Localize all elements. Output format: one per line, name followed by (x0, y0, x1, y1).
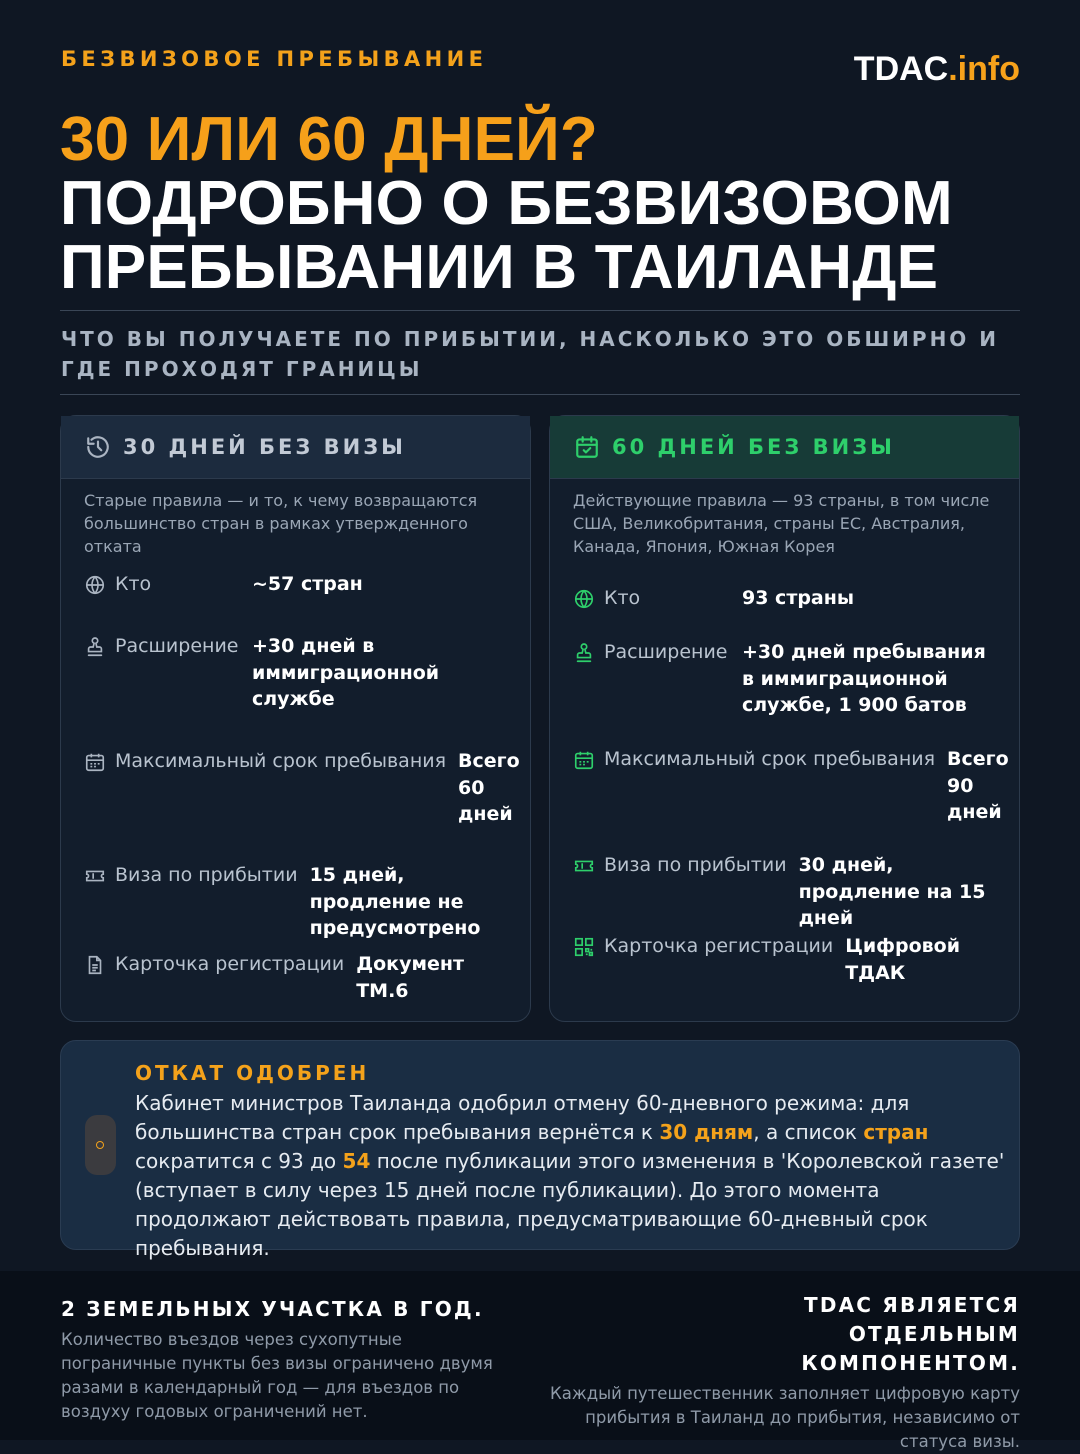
card-header (550, 416, 1019, 479)
row-label: Кто (604, 587, 641, 609)
card-title: 60 ДНЕЙ БЕЗ ВИЗЫ (612, 435, 895, 459)
footer-right-title: TDAC ЯВЛЯЕТСЯ ОТДЕЛЬНЫМ КОМПОНЕНТОМ. (801, 1293, 1020, 1375)
row-who (84, 571, 518, 598)
row-value: 93 страны (742, 587, 855, 609)
row-label: Карточка регистрации (115, 953, 345, 975)
row-value: Всего 90 дней (947, 748, 1009, 823)
row-visa-on-arrival (573, 852, 1007, 932)
footer-left-text: Количество въездов через сухопутные пограничные пункты без визы ограничено двумя разами в календарный год — для въездов по воздуху годовых ограничений нет. (61, 1330, 493, 1421)
row-label: Расширение (115, 635, 239, 657)
footer-tdac (540, 1291, 1020, 1454)
title-line-2: ПОДРОБНО О БЕЗВИЗОВОМ ПРЕБЫВАНИИ В ТАИЛАНДЕ (60, 169, 953, 302)
row-value: Документ TM.6 (356, 953, 465, 1002)
row-value: Всего 60 дней (458, 750, 520, 825)
qr-code-icon (573, 936, 595, 958)
logo[interactable] (854, 50, 1020, 89)
eyebrow: БЕЗВИЗОВОЕ ПРЕБЫВАНИЕ (61, 47, 488, 71)
row-value: 15 дней, продление не предусмотрено (309, 864, 481, 939)
row-registration-card (573, 933, 1007, 986)
row-extension (84, 633, 518, 713)
row-label: Виза по прибытии (115, 864, 298, 886)
footer-land-crossings (61, 1295, 521, 1424)
row-extension (573, 639, 1007, 719)
row-label: Кто (115, 573, 152, 595)
ticket-icon (573, 855, 595, 877)
row-label: Максимальный срок пребывания (604, 748, 936, 770)
card-description: Действующие правила — 93 страны, в том числе США, Великобритания, страны ЕС, Австралия, Канада, Япония, Южная Корея (573, 491, 990, 556)
notice-title: ОТКАТ ОДОБРЕН (135, 1061, 370, 1085)
card-header (61, 416, 530, 479)
logo-accent: .info (948, 50, 1020, 88)
card-title: 30 ДНЕЙ БЕЗ ВИЗЫ (123, 435, 406, 459)
footer (0, 1271, 1080, 1451)
row-value: ~57 стран (252, 573, 363, 595)
ticket-icon (84, 865, 106, 887)
alert-icon (85, 1115, 116, 1175)
calendar-icon (84, 751, 106, 773)
row-value: +30 дней в иммиграционной службе (252, 635, 440, 710)
stamp-icon (573, 642, 595, 664)
divider (60, 310, 1020, 311)
notice-text: Кабинет министров Таиланда одобрил отмену 60-дневного режима: для большинства стран срок пребывания вернётся к 30 дням, а список стран сократится с 93 до 54 после публикации этого изменения в 'Королевской газете' (вступает в силу через 15 дней после публикации). До этого момента продолжают действовать правила, предусматривающие 60-дневный срок пребывания. (135, 1091, 1005, 1260)
row-label: Расширение (604, 641, 728, 663)
title-line-1: 30 ИЛИ 60 ДНЕЙ? (60, 105, 598, 174)
row-max-stay (84, 748, 518, 828)
row-value: +30 дней пребывания в иммиграционной службе, 1 900 батов (742, 641, 986, 716)
page-title (60, 105, 1020, 302)
footer-left-title: 2 ЗЕМЕЛЬНЫХ УЧАСТКА В ГОД. (61, 1297, 484, 1321)
card-60-days (549, 415, 1020, 1022)
row-registration-card (84, 951, 518, 1004)
footer-right-text: Каждый путешественник заполняет цифровую карту прибытия в Таиланд до прибытия, независимо от статуса визы. (550, 1384, 1020, 1451)
row-label: Максимальный срок пребывания (115, 750, 447, 772)
row-label: Карточка регистрации (604, 935, 834, 957)
card-30-days (60, 415, 531, 1022)
row-max-stay (573, 746, 1007, 826)
globe-icon (573, 588, 595, 610)
rollback-notice (60, 1040, 1020, 1260)
subtitle: ЧТО ВЫ ПОЛУЧАЕТЕ ПО ПРИБЫТИИ, НАСКОЛЬКО ЭТО ОБШИРНО И ГДЕ ПРОХОДЯТ ГРАНИЦЫ (61, 327, 1000, 381)
divider (60, 394, 1020, 395)
globe-icon (84, 574, 106, 596)
calendar-icon (573, 749, 595, 771)
calendar-check-icon (574, 434, 600, 460)
document-icon (84, 954, 106, 976)
row-value: Цифровой ТДАК (845, 935, 961, 984)
card-description: Старые правила — и то, к чему возвращаются большинство стран в рамках утвержденного отката (84, 491, 478, 556)
row-value: 30 дней, продление на 15 дней (798, 854, 986, 929)
logo-main: TDAC (853, 50, 949, 88)
row-label: Виза по прибытии (604, 854, 787, 876)
stamp-icon (84, 636, 106, 658)
history-icon (85, 434, 111, 460)
row-who (573, 585, 1007, 612)
row-visa-on-arrival (84, 862, 518, 942)
